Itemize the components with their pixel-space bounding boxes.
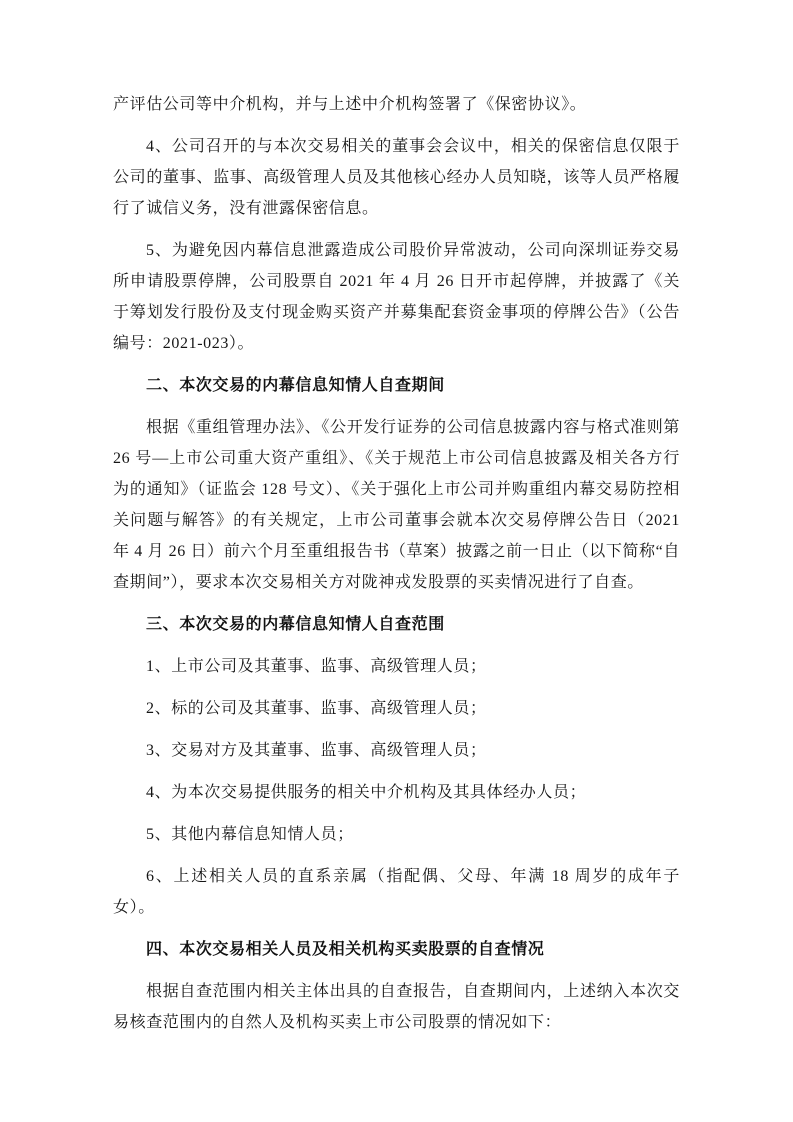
list-item-scope-6-immediate-family: 6、上述相关人员的直系亲属（指配偶、父母、年满 18 周岁的成年子女）。 bbox=[113, 868, 680, 916]
paragraph-confidentiality-agreement-continuation: 产评估公司等中介机构，并与上述中介机构签署了《保密协议》。 bbox=[113, 96, 587, 113]
heading-section3-insider-self-inspection-scope: 三、本次交易的内幕信息知情人自查范围 bbox=[146, 616, 445, 633]
paragraph-section2-regulatory-basis: 根据《重组管理办法》、《公开发行证券的公司信息披露内容与格式准则第 26 号—上市公司重大资产重组》、《关于规范上市公司信息披露及相关各方行为的通知》（证监会 128 号文）、《关于强化上市公司并购重组内幕交易防控相关问题与解答》的有关规定，上市公司董事会就本次交易停牌公告日（2021 年 4 月 26 日）前六个月至重组报告书（草案）披露之前一日止（以下简称“自查期间”），要求本次交易相关方对陇神戎发股票的买卖情况进行了自查。 bbox=[113, 419, 680, 591]
list-item-scope-5-other-insiders: 5、其他内幕信息知情人员； bbox=[146, 826, 354, 843]
paragraph-item4-board-meeting-confidentiality: 4、公司召开的与本次交易相关的董事会会议中，相关的保密信息仅限于公司的董事、监事、高级管理人员及其他核心经办人员知晓，该等人员严格履行了诚信义务，没有泄露保密信息。 bbox=[113, 138, 680, 217]
paragraph-item5-trading-halt-announcement: 5、为避免因内幕信息泄露造成公司股价异常波动，公司向深圳证券交易所申请股票停牌，公司股票自 2021 年 4 月 26 日开市起停牌，并披露了《关于筹划发行股份及支付现金购买资产并募集配套资金事项的停牌公告》（公告编号：2021-023）。 bbox=[113, 242, 680, 352]
paragraph-section4-self-inspection-report-intro: 根据自查范围内相关主体出具的自查报告，自查期间内，上述纳入本次交易核查范围内的自然人及机构买卖上市公司股票的情况如下： bbox=[113, 983, 680, 1031]
list-item-scope-2-target-company: 2、标的公司及其董事、监事、高级管理人员； bbox=[146, 700, 487, 717]
list-item-scope-4-intermediaries: 4、为本次交易提供服务的相关中介机构及其具体经办人员； bbox=[146, 784, 587, 801]
heading-section4-stock-trading-self-inspection: 四、本次交易相关人员及相关机构买卖股票的自查情况 bbox=[146, 941, 545, 958]
list-item-scope-1-listed-company: 1、上市公司及其董事、监事、高级管理人员； bbox=[146, 658, 487, 675]
heading-section2-insider-self-inspection-period: 二、本次交易的内幕信息知情人自查期间 bbox=[146, 377, 445, 394]
list-item-scope-3-counterparty: 3、交易对方及其董事、监事、高级管理人员； bbox=[146, 742, 487, 759]
